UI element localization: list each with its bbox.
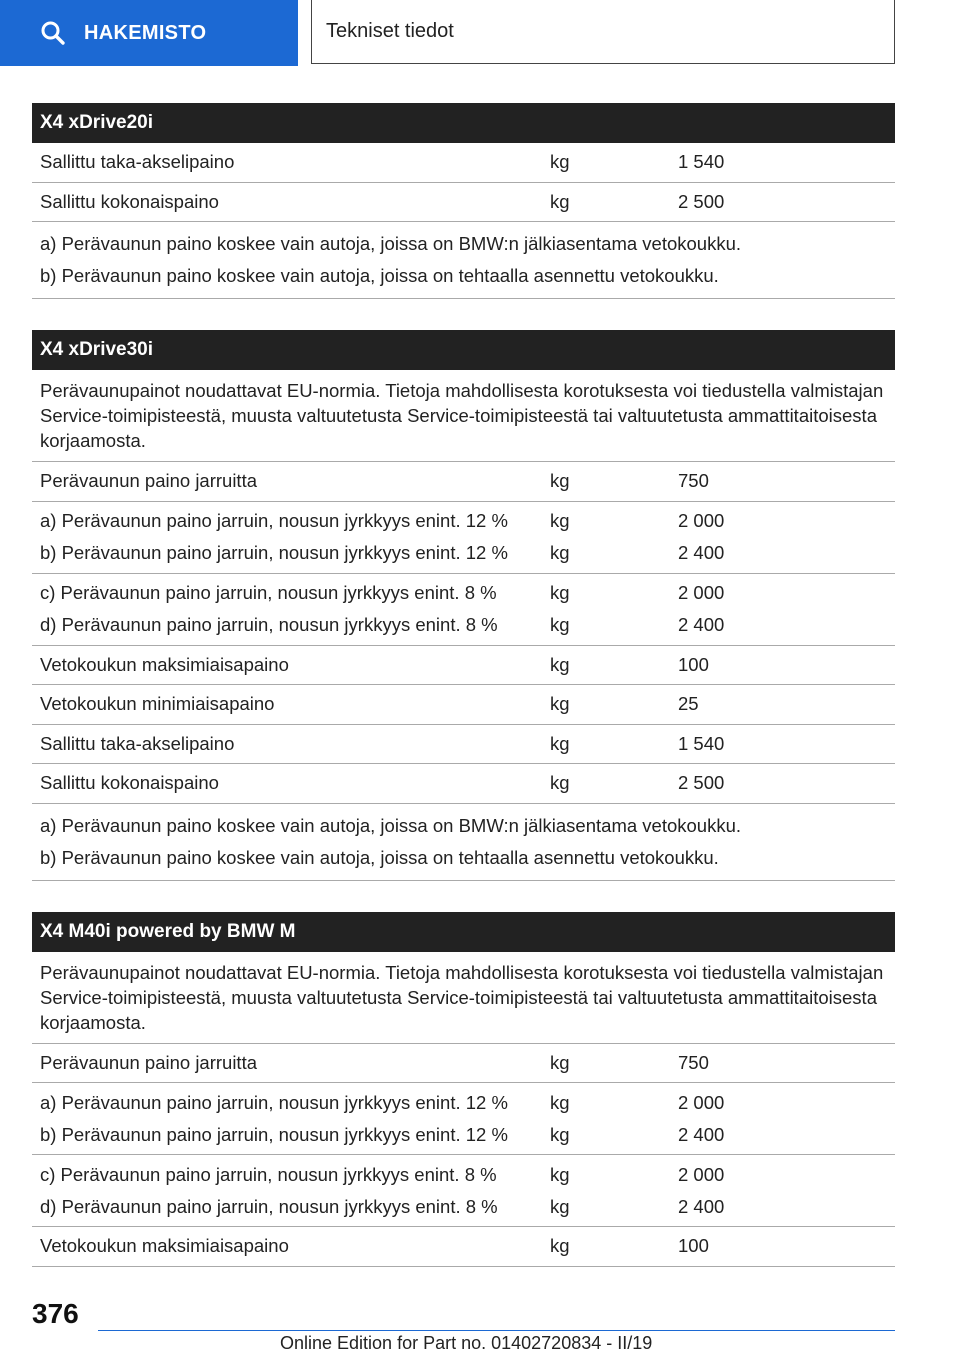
table-row bbox=[32, 1083, 895, 1155]
footnote: b) Perävaunun paino koskee vain autoja, joissa on tehtaalla asennettu vetokoukku. bbox=[40, 846, 719, 868]
row-unit: kg bbox=[550, 542, 570, 563]
row-unit: kg bbox=[550, 1235, 570, 1257]
footnotes bbox=[32, 804, 895, 881]
section-header: X4 xDrive20i bbox=[32, 103, 895, 143]
row-unit: kg bbox=[550, 614, 570, 635]
table-row bbox=[32, 1155, 895, 1227]
row-label: d) Perävaunun paino jarruin, nousun jyrkkyys enint. 8 % bbox=[40, 1195, 498, 1217]
row-unit: kg bbox=[550, 1195, 570, 1217]
edition-footer: Online Edition for Part no. 01402720834 - II/19 bbox=[280, 1333, 653, 1353]
row-value: 2 000 bbox=[678, 1091, 725, 1113]
row-value: 100 bbox=[678, 653, 709, 675]
row-unit: kg bbox=[550, 582, 570, 603]
section-header: X4 M40i powered by BMW M bbox=[32, 912, 895, 952]
table-row bbox=[32, 725, 895, 765]
footnote: b) Perävaunun paino koskee vain autoja, joissa on tehtaalla asennettu vetokoukku. bbox=[40, 265, 719, 286]
row-label: d) Perävaunun paino jarruin, nousun jyrkkyys enint. 8 % bbox=[40, 614, 498, 635]
row-label: Vetokoukun maksimiaisapaino bbox=[40, 1235, 289, 1257]
directory-label: HAKEMISTO bbox=[84, 21, 207, 44]
footer-divider bbox=[98, 1330, 895, 1331]
table-row bbox=[32, 183, 895, 223]
table-row bbox=[32, 685, 895, 725]
table-row bbox=[32, 764, 895, 804]
section-header: X4 xDrive30i bbox=[32, 330, 895, 370]
row-value: 2 000 bbox=[678, 510, 725, 531]
row-value: 2 400 bbox=[678, 1195, 725, 1217]
row-label: Sallittu taka-akselipaino bbox=[40, 732, 235, 754]
row-label: c) Perävaunun paino jarruin, nousun jyrkkyys enint. 8 % bbox=[40, 582, 497, 603]
spec-tables bbox=[32, 103, 895, 1267]
row-label: c) Perävaunun paino jarruin, nousun jyrkkyys enint. 8 % bbox=[40, 1163, 497, 1185]
top-bar bbox=[0, 0, 960, 66]
section-title: Tekniset tiedot bbox=[326, 20, 454, 42]
row-value: 750 bbox=[678, 470, 709, 492]
row-value: 2 400 bbox=[678, 614, 725, 635]
footnote: a) Perävaunun paino koskee vain autoja, joissa on BMW:n jälkiasentama vetokoukku. bbox=[40, 233, 742, 254]
table-row bbox=[32, 143, 895, 183]
row-label: Vetokoukun minimiaisapaino bbox=[40, 693, 275, 715]
table-row bbox=[32, 1044, 895, 1084]
footnote: a) Perävaunun paino koskee vain autoja, joissa on BMW:n jälkiasentama vetokoukku. bbox=[40, 814, 742, 836]
row-label: a) Perävaunun paino jarruin, nousun jyrkkyys enint. 12 % bbox=[40, 1091, 508, 1113]
row-unit: kg bbox=[550, 1091, 570, 1113]
row-label: Perävaunun paino jarruitta bbox=[40, 1051, 258, 1073]
row-label: b) Perävaunun paino jarruin, nousun jyrkkyys enint. 12 % bbox=[40, 542, 508, 563]
row-unit: kg bbox=[550, 190, 570, 212]
row-value: 1 540 bbox=[678, 151, 725, 173]
row-unit: kg bbox=[550, 772, 570, 794]
row-label: a) Perävaunun paino jarruin, nousun jyrkkyys enint. 12 % bbox=[40, 510, 508, 531]
section-title-tab[interactable] bbox=[311, 0, 895, 64]
row-unit: kg bbox=[550, 470, 570, 492]
row-value: 2 000 bbox=[678, 582, 725, 603]
search-icon bbox=[40, 20, 66, 46]
row-value: 100 bbox=[678, 1235, 709, 1257]
directory-button[interactable] bbox=[0, 0, 298, 66]
row-value: 2 400 bbox=[678, 542, 725, 563]
row-unit: kg bbox=[550, 510, 570, 531]
section-intro: Perävaunupainot noudattavat EU-normia. Tietoja mahdollisesta korotuksesta voi tiedustella valmistajan Service-toimipisteestä, muusta valtuutetusta Service-toimipisteestä tai valtuutetusta ammattitaitoisesta korjaamosta. bbox=[32, 952, 895, 1044]
row-label: b) Perävaunun paino jarruin, nousun jyrkkyys enint. 12 % bbox=[40, 1123, 508, 1145]
row-value: 25 bbox=[678, 693, 699, 715]
row-unit: kg bbox=[550, 1123, 570, 1145]
row-unit: kg bbox=[550, 1051, 570, 1073]
page-number: 376 bbox=[32, 1298, 79, 1329]
row-label: Sallittu kokonaispaino bbox=[40, 190, 219, 212]
table-row bbox=[32, 502, 895, 574]
row-unit: kg bbox=[550, 693, 570, 715]
table-row bbox=[32, 462, 895, 502]
row-label: Perävaunun paino jarruitta bbox=[40, 470, 258, 492]
table-row bbox=[32, 1227, 895, 1267]
table-row bbox=[32, 646, 895, 686]
row-unit: kg bbox=[550, 653, 570, 675]
row-label: Sallittu taka-akselipaino bbox=[40, 151, 235, 173]
row-unit: kg bbox=[550, 151, 570, 173]
row-value: 2 000 bbox=[678, 1163, 725, 1185]
row-unit: kg bbox=[550, 1163, 570, 1185]
row-value: 1 540 bbox=[678, 732, 725, 754]
row-unit: kg bbox=[550, 732, 570, 754]
section-intro: Perävaunupainot noudattavat EU-normia. Tietoja mahdollisesta korotuksesta voi tiedustella valmistajan Service-toimipisteestä, muusta valtuutetusta Service-toimipisteestä tai valtuutetusta ammattitaitoisesta korjaamosta. bbox=[32, 370, 895, 462]
row-label: Vetokoukun maksimiaisapaino bbox=[40, 653, 289, 675]
table-row bbox=[32, 574, 895, 646]
row-value: 2 400 bbox=[678, 1123, 725, 1145]
row-value: 2 500 bbox=[678, 772, 725, 794]
footnotes bbox=[32, 222, 895, 299]
row-value: 2 500 bbox=[678, 190, 725, 212]
row-value: 750 bbox=[678, 1051, 709, 1073]
row-label: Sallittu kokonaispaino bbox=[40, 772, 219, 794]
